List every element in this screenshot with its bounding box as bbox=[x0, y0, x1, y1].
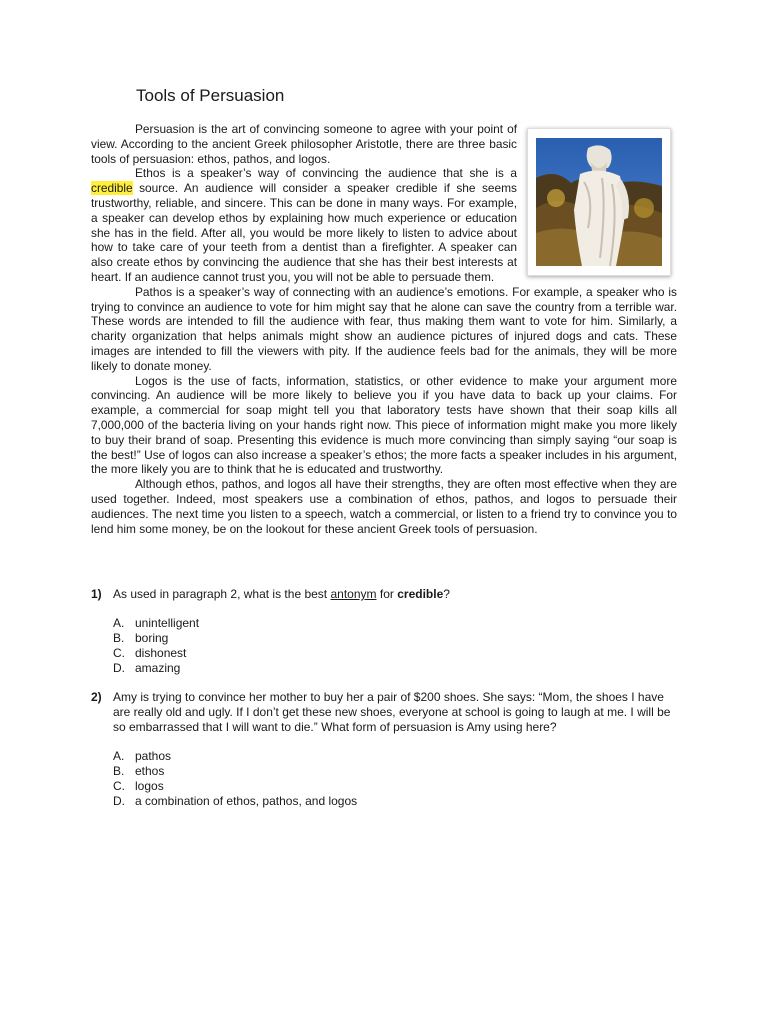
paragraph-4: Logos is the use of facts, information, statistics, or other evidence to make your argument more convincing. An audience will be more likely to believe you if you have data to back up your claims. For example, a commercial for soap might tell you that laboratory tests have shown that their soap kills all 7,000,000 of the bacteria living on your hands right now. This piece of information might make you more likely to buy their brand of soap. Presenting this evidence is much more convincing than simply saying “our soap is the best!” Use of logos can also increase a speaker’s ethos; the more facts a speaker includes in his argument, the more likely you are to think that he is educated and trustworthy. bbox=[91, 373, 677, 477]
option-item[interactable] bbox=[113, 764, 681, 779]
option-letter: C. bbox=[113, 779, 125, 793]
option-text: amazing bbox=[135, 661, 181, 675]
option-text: ethos bbox=[135, 764, 165, 778]
option-letter: C. bbox=[113, 646, 125, 660]
option-letter: A. bbox=[113, 749, 125, 763]
question-2-number: 2) bbox=[91, 690, 102, 704]
question-1-options bbox=[113, 616, 681, 676]
paragraph-5: Although ethos, pathos, and logos all have their strengths, they are often most effective when they are used together. Indeed, most speakers use a combination of ethos, pathos, and logos to persuade their audiences. The next time you listen to a speech, watch a commercial, or listen to a friend try to convince you to lend him some money, be on the lookout for these ancient Greek tools of persuasion. bbox=[91, 477, 677, 536]
question-1 bbox=[91, 587, 681, 676]
option-item[interactable] bbox=[113, 779, 681, 794]
option-text: unintelligent bbox=[135, 616, 200, 630]
bold-word-credible: credible bbox=[397, 587, 444, 601]
option-item[interactable] bbox=[113, 616, 681, 631]
question-2-options bbox=[113, 749, 681, 809]
option-text: a combination of ethos, pathos, and logos bbox=[135, 794, 358, 808]
option-letter: D. bbox=[113, 661, 125, 675]
option-text: dishonest bbox=[135, 646, 187, 660]
option-text: logos bbox=[135, 779, 164, 793]
paragraph-2-rest: source. An audience will consider a speaker credible if she seems trustworthy, reliable, and sincere. This can be done in many ways. For example, a speaker can develop ethos by explaining how much experience or education she has in the field. After all, you would be more likely to listen to advice about how to take care of your teeth from a dentist than a firefighter. A speaker can also create ethos by convincing the audience that she has their best interests at heart. If an audience cannot trust you, you will not be able to persuade them. bbox=[91, 181, 517, 284]
option-letter: B. bbox=[113, 631, 125, 645]
image-float-space bbox=[517, 122, 677, 270]
option-text: boring bbox=[135, 631, 169, 645]
article-body bbox=[91, 122, 677, 536]
highlighted-word-credible: credible bbox=[91, 181, 133, 196]
question-1-text bbox=[113, 587, 681, 602]
option-item[interactable] bbox=[113, 646, 681, 661]
option-item[interactable] bbox=[113, 794, 681, 809]
underlined-word-antonym: antonym bbox=[330, 587, 377, 601]
paragraph-2-start: Ethos is a speaker’s way of convincing the audience that she is a bbox=[135, 166, 517, 181]
page-title: Tools of Persuasion bbox=[136, 86, 285, 105]
question-1-text-after: ? bbox=[443, 587, 450, 601]
question-2-text: Amy is trying to convince her mother to buy her a pair of $200 shoes. She says: “Mom, the shoes I have are really old and ugly. If I don’t get these new shoes, everyone at school is going to laugh at me. I will be so embarrassed that I will want to die.” What form of persuasion is Amy using here? bbox=[113, 690, 671, 734]
option-letter: B. bbox=[113, 764, 125, 778]
option-item[interactable] bbox=[113, 749, 681, 764]
question-2 bbox=[91, 690, 681, 809]
question-1-text-middle: for bbox=[379, 587, 394, 601]
paragraph-1: Persuasion is the art of convincing someone to agree with your point of view. According to the ancient Greek philosopher Aristotle, there are three basic tools of persuasion: ethos, pathos, and logos. bbox=[91, 122, 517, 166]
question-1-number: 1) bbox=[91, 587, 102, 601]
option-item[interactable] bbox=[113, 661, 681, 676]
option-text: pathos bbox=[135, 749, 172, 763]
paragraph-3: Pathos is a speaker’s way of connecting with an audience’s emotions. For example, a speaker who is trying to convince an audience to vote for him might say that he alone can save the country from a terrible war. These words are intended to fill the audience with fear, thus making them want to vote for him. Similarly, a charity organization that helps animals might show an audience pictures of injured dogs and cats. These images are intended to fill the viewers with pity. If the audience feels bad for the animals, they will be more likely to donate money. bbox=[91, 284, 677, 373]
option-letter: D. bbox=[113, 794, 125, 808]
question-1-text-before: As used in paragraph 2, what is the best bbox=[113, 587, 328, 601]
option-letter: A. bbox=[113, 616, 125, 630]
option-item[interactable] bbox=[113, 631, 681, 646]
